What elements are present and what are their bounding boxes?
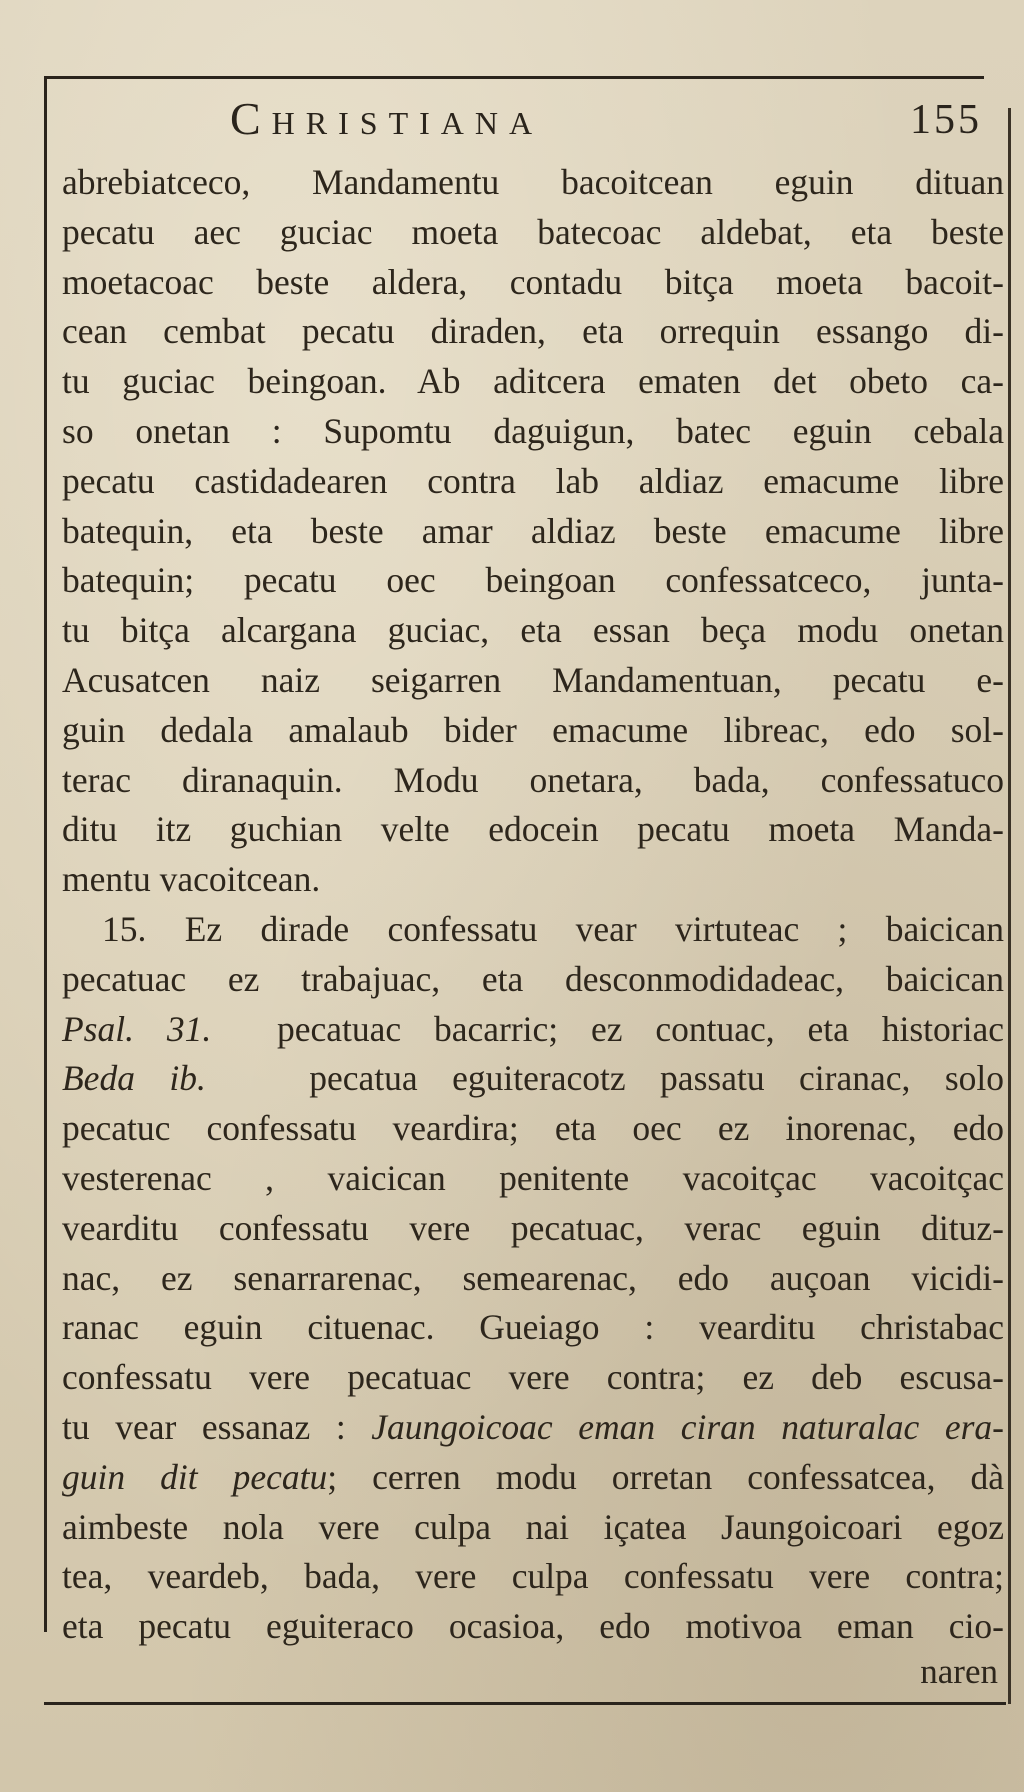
text-line: so onetan : Supomtu daguigun, batec eguin cebala [62,410,1004,451]
right-rule [1008,108,1011,1704]
paragraph-15-line-text: tu vear essanaz : [62,1406,372,1447]
italic-quote-continued: guin dit pecatu [62,1456,328,1497]
paragraph-15-line-text: pecatua eguiteracotz passatu ciranac, solo [309,1058,1005,1099]
text-block [62,158,1004,1652]
catchword: naren [920,1652,998,1691]
paragraph-15-line: aimbeste nola vere culpa nai içatea Jaungoicoari egoz [62,1506,1004,1547]
left-rule [44,76,47,1632]
text-line: moetacoac beste aldera, contadu bitça moeta bacoit- [62,261,1004,302]
paragraph-15-line: nac, ez senarrarenac, semearenac, edo auçoan vicidi- [62,1257,1004,1298]
text-line: terac diranaquin. Modu onetara, bada, confessatuco [62,759,1004,800]
text-line: tu guciac beingoan. Ab aditcera ematen det obeto ca- [62,361,1004,402]
text-line: batequin, eta beste amar aldiaz beste emacume libre [62,510,1004,551]
paragraph-15-line: pecatuc confessatu veardira; eta oec ez inorenac, edo [62,1108,1004,1149]
text-line: abrebiatceco, Mandamentu bacoitcean eguin dituan [62,162,1004,202]
paragraph-15-line: vearditu confessatu vere pecatuac, verac eguin dituz- [62,1207,1004,1248]
paragraph-15-line: pecatuac ez trabajuac, eta desconmodidadeac, baicican [62,958,1004,999]
paragraph-15-line: confessatu vere pecatuac vere contra; ez deb escusa- [62,1357,1004,1398]
text-line: mentu vacoitcean. [62,859,321,900]
text-line: tu bitça alcargana guciac, eta essan beça modu onetan [62,610,1004,651]
page-number: 155 [910,97,982,143]
bottom-rule [44,1702,1006,1705]
margin-note-psal: Psal. 31. [62,1008,212,1049]
paragraph-15-line [62,1054,1004,1104]
paragraph-15-line [62,1453,1004,1503]
text-line: pecatu castidadearen contra lab aldiaz emacume libre [62,460,1004,501]
paragraph-15-line-text: pecatuac bacarric; ez contuac, eta historiac [276,1008,1004,1049]
margin-note-beda: Beda ib. [62,1058,206,1099]
text-line: ditu itz guchian velte edocein pecatu moeta Manda- [62,809,1004,850]
text-line: Acusatcen naiz seigarren Mandamentuan, pecatu e- [62,659,1004,700]
text-line: cean cembat pecatu diraden, eta orrequin essango di- [62,311,1004,352]
paragraph-15-line [62,1403,1004,1453]
paragraph-15-line: eta pecatu eguiteraco ocasioa, edo motivoa eman cio- [62,1606,1004,1647]
page-header [60,92,990,152]
italic-quote: Jaungoicoac eman ciran naturalac era- [371,1406,1004,1447]
text-line: guin dedala amalaub bider emacume libreac, edo sol- [62,709,1004,750]
running-head: Christiana [230,93,544,144]
paragraph-15-line [62,1005,1004,1055]
text-line: batequin; pecatu oec beingoan confessatceco, junta- [62,560,1004,601]
paragraph-15-line: vesterenac , vaicican penitente vacoitçac vacoitçac [62,1157,1004,1198]
paragraph-15-line: 15. Ez dirade confessatu vear virtuteac ; baicican [102,908,1004,949]
text-line: pecatu aec guciac moeta batecoac aldebat, eta beste [62,211,1004,252]
paragraph-15-line: tea, veardeb, bada, vere culpa confessatu vere contra; [62,1556,1004,1597]
paragraph-15-line: ranac eguin cituenac. Gueiago : vearditu christabac [62,1307,1004,1348]
top-rule [44,76,984,79]
paragraph-15-line-text: ; cerren modu orretan confessatcea, dà [327,1456,1005,1497]
